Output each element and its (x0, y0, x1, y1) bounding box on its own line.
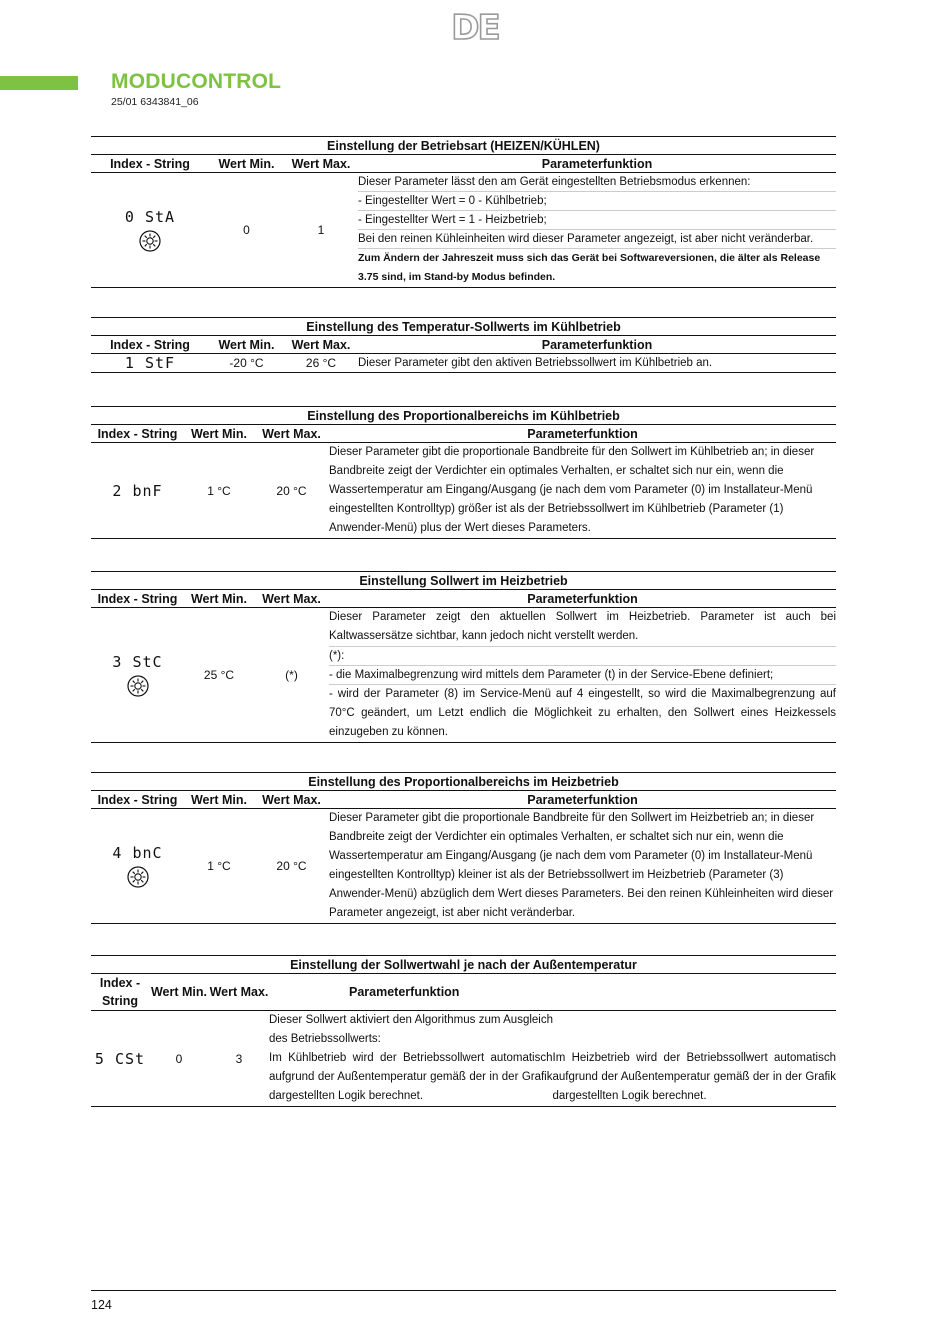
index-cell (91, 1011, 149, 1107)
index-cell (91, 608, 184, 743)
col-max: Wert Max. (284, 155, 358, 173)
min-value: 1 °C (184, 443, 254, 539)
col-function: Parameterfunktion (329, 590, 836, 608)
desc-line: - wird der Parameter (8) im Service-Menü auf 4 eingestellt, so wird die Maximalbegrenzung auf 70°C geändert, um Letzt endlich die Möglichkeit zu erhalten, den Sollwert eines Heizkessels einzugeben zu können. (329, 688, 836, 738)
col-max: Wert Max. (209, 974, 269, 1011)
section-proportional-kuehl (91, 406, 836, 539)
desc-line: - Eingestellter Wert = 1 - Heizbetrieb; (358, 211, 836, 230)
max-value: 26 °C (284, 354, 358, 373)
function-description: Dieser Parameter gibt den aktiven Betriebssollwert im Kühlbetrieb an. (358, 354, 836, 373)
language-badge: DE (451, 8, 499, 48)
document-code: 25/01 6343841_06 (111, 96, 199, 108)
min-value: 0 (149, 1011, 209, 1107)
section-sollwert-heiz (91, 571, 836, 743)
col-min: Wert Min. (149, 974, 209, 1011)
function-description: Dieser Parameter gibt die proportionale Bandbreite für den Sollwert im Heizbetrieb an; in dieser Bandbreite zeigt der Verdichter ein optimales Verhalten, er schaltet sich nur ein, wenn die Wassertemperatur am Eingang/Ausgang (je nach dem vom Parameter (0) im Installateur-Menü eingestellten Kontrolltyp) kleiner ist als der Betriebssollwert im Heizbetrieb (Parameter (3) Anwender-Menü) abzüglich dem Wert dieses Parameters. Bei den reinen Kühleinheiten wird dieser Parameter angezeigt, ist aber nicht veränderbar. (329, 809, 836, 924)
footer-rule (91, 1290, 836, 1291)
index-cell (91, 443, 184, 539)
col-index: Index - String (91, 425, 184, 443)
function-description (358, 173, 836, 288)
index-string: 3 StC (112, 653, 163, 671)
col-index: Index - String (91, 791, 184, 809)
col-index: Index - String (91, 155, 209, 173)
desc-note: Zum Ändern der Jahreszeit muss sich das Gerät bei Softwareversionen, die älter als Release 3.75 sind, im Stand-by Modus befinden. (358, 252, 821, 283)
col-max: Wert Max. (254, 791, 329, 809)
section-title: Einstellung der Sollwertwahl je nach der Außentemperatur (91, 956, 836, 974)
section-title: Einstellung des Proportionalbereichs im Kühlbetrieb (91, 407, 836, 425)
desc-line: - Eingestellter Wert = 0 - Kühlbetrieb; (358, 192, 836, 211)
max-value: (*) (254, 608, 329, 743)
col-max: Wert Max. (284, 336, 358, 354)
index-string: 1 StF (124, 354, 176, 372)
col-function: Parameterfunktion (329, 791, 836, 809)
desc-line: Bei den reinen Kühleinheiten wird dieser Parameter angezeigt, ist aber nicht veränderbar. (358, 230, 836, 249)
desc-heating: Im Heizbetrieb wird der Betriebssollwert automatisch aufgrund der Außentemperatur gemäß der in der Grafik dargestellten Logik berechnet. (552, 1052, 836, 1102)
col-index: Index - String (91, 974, 149, 1011)
col-function: Parameterfunktion (269, 974, 836, 1011)
col-index: Index - String (91, 590, 184, 608)
index-cell (91, 809, 184, 924)
max-value: 1 (284, 173, 358, 288)
brand-accent-bar (0, 76, 78, 90)
desc-cooling: Im Kühlbetrieb wird der Betriebssollwert automatisch aufgrund der Außentemperatur gemäß der in der Grafik dargestellten Logik berechnet. (269, 1052, 553, 1102)
col-function: Parameterfunktion (358, 155, 836, 173)
section-title: Einstellung der Betriebsart (HEIZEN/KÜHLEN) (91, 137, 836, 155)
index-string: 0 StA (124, 208, 176, 226)
col-index: Index - String (91, 336, 209, 354)
col-min: Wert Min. (209, 336, 284, 354)
section-sollwertwahl (91, 955, 836, 1107)
desc-line: Dieser Parameter lässt den am Gerät eingestellten Betriebsmodus erkennen: (358, 173, 836, 192)
section-title: Einstellung des Temperatur-Sollwerts im Kühlbetrieb (91, 318, 836, 336)
col-max: Wert Max. (254, 590, 329, 608)
min-value: 1 °C (184, 809, 254, 924)
function-description: Dieser Parameter gibt die proportionale Bandbreite für den Sollwert im Kühlbetrieb an; in dieser Bandbreite zeigt der Verdichter ein optimales Verhalten, er schaltet sich nur ein, wenn die Wassertemperatur am Eingang/Ausgang (je nach dem vom Parameter (0) im Installateur-Menü eingestellten Kontrolltyp) größer ist als der Betriebssollwert im Kühlbetrieb (Parameter (1) Anwender-Menü) plus der Wert dieses Parameters. (329, 443, 836, 539)
function-description (329, 608, 836, 743)
min-value: 0 (209, 173, 284, 288)
index-string: 5 CSt (94, 1049, 146, 1068)
desc-line: (*): (329, 647, 836, 666)
section-title: Einstellung des Proportionalbereichs im Heizbetrieb (91, 773, 836, 791)
col-max: Wert Max. (254, 425, 329, 443)
col-function: Parameterfunktion (329, 425, 836, 443)
function-description (269, 1011, 836, 1107)
col-min: Wert Min. (184, 425, 254, 443)
min-value: 25 °C (184, 608, 254, 743)
section-betriebsart (91, 136, 836, 288)
heating-sun-icon (127, 675, 149, 697)
max-value: 20 °C (254, 809, 329, 924)
brand-title: MODUCONTROL (111, 70, 282, 93)
index-string: 2 bnF (112, 481, 163, 500)
page-number: 124 (91, 1298, 112, 1312)
max-value: 3 (209, 1011, 269, 1107)
desc-line: - die Maximalbegrenzung wird mittels dem Parameter (t) in der Service-Ebene definiert; (329, 666, 836, 685)
col-function: Parameterfunktion (358, 336, 836, 354)
index-cell (91, 173, 209, 288)
section-title: Einstellung Sollwert im Heizbetrieb (91, 572, 836, 590)
col-min: Wert Min. (209, 155, 284, 173)
desc-intro: Dieser Sollwert aktiviert den Algorithmus zum Ausgleich des Betriebssollwerts: (269, 1014, 553, 1045)
max-value: 20 °C (254, 443, 329, 539)
index-string: 4 bnC (112, 844, 163, 862)
col-min: Wert Min. (184, 791, 254, 809)
heating-sun-icon (139, 230, 161, 252)
heating-sun-icon (127, 866, 149, 888)
col-min: Wert Min. (184, 590, 254, 608)
desc-line: Dieser Parameter zeigt den aktuellen Sollwert im Heizbetrieb. Parameter ist auch bei Kaltwassersätze sichtbar, kann jedoch nicht verstellt werden. (329, 608, 836, 647)
index-cell (91, 354, 209, 373)
min-value: -20 °C (209, 354, 284, 373)
section-sollwert-kuehl (91, 317, 836, 373)
section-proportional-heiz (91, 772, 836, 924)
